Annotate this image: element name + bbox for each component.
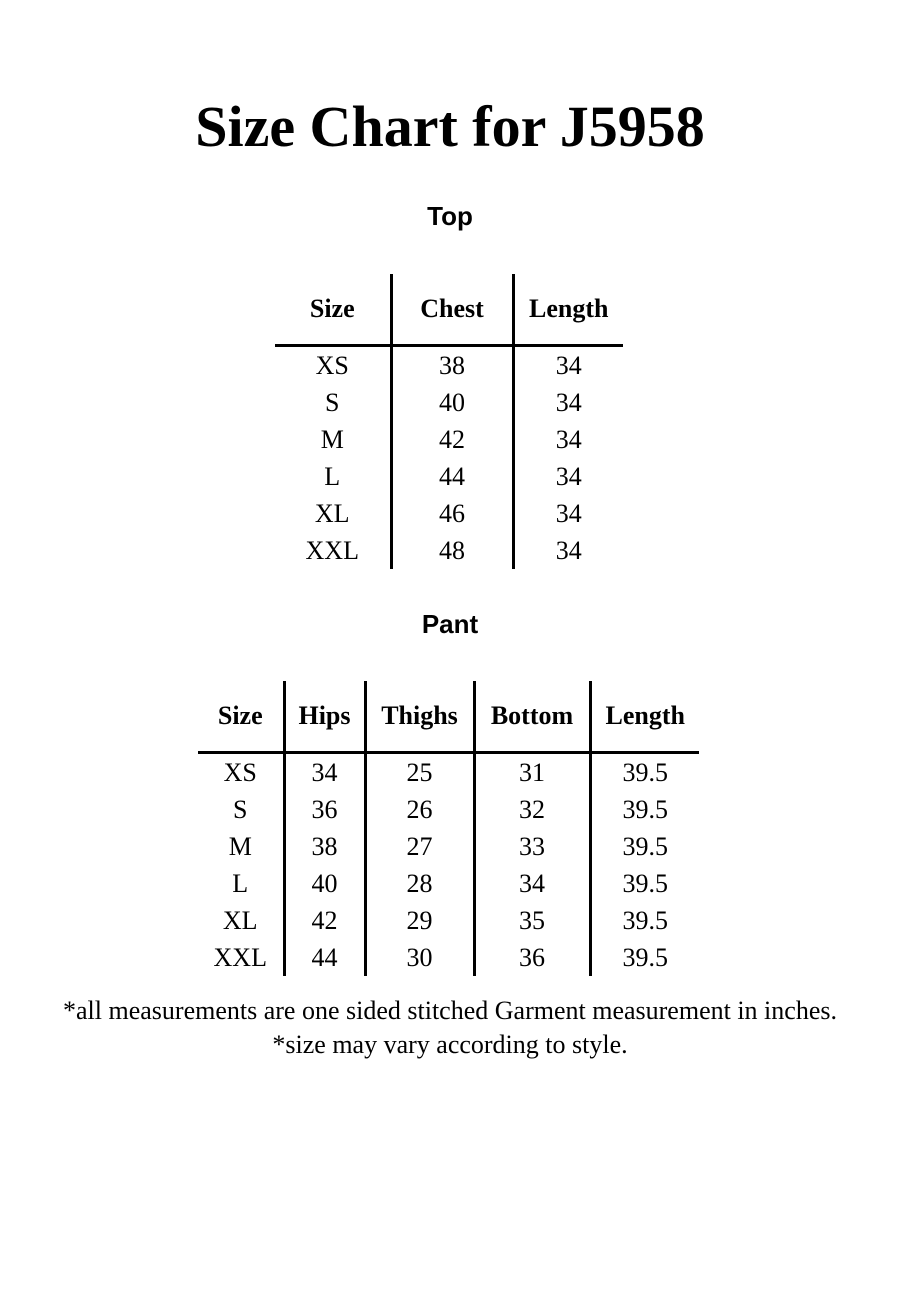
pant-header-size: Size <box>198 681 284 753</box>
top-cell-chest: 42 <box>391 421 513 458</box>
top-cell-size: M <box>320 425 344 454</box>
pant-cell-hips: 40 <box>284 865 365 902</box>
top-cell-size: XL <box>314 499 350 528</box>
top-size-table <box>275 274 623 569</box>
top-cell-chest: 38 <box>391 346 513 385</box>
top-cell-chest: 44 <box>391 458 513 495</box>
top-header-size: Size <box>275 274 391 346</box>
table-row <box>198 902 699 939</box>
top-cell-length: 34 <box>513 495 623 532</box>
table-row <box>198 828 699 865</box>
pant-cell-hips: 42 <box>284 902 365 939</box>
pant-header-bottom: Bottom <box>474 681 590 753</box>
measurement-note: *all measurements are one sided stitched Garment measurement in inches. <box>63 996 837 1025</box>
pant-cell-thighs: 25 <box>365 753 474 792</box>
pant-cell-bottom: 36 <box>474 939 590 976</box>
pant-cell-hips: 36 <box>284 791 365 828</box>
top-cell-length: 34 <box>513 532 623 569</box>
pant-cell-size: XS <box>223 758 257 787</box>
pant-cell-bottom: 31 <box>474 753 590 792</box>
table-row <box>198 753 699 792</box>
top-cell-length: 34 <box>513 421 623 458</box>
pant-cell-size: M <box>228 832 252 861</box>
pant-header-thighs: Thighs <box>365 681 474 753</box>
pant-cell-length: 39.5 <box>590 753 699 792</box>
pant-section-title: Pant <box>421 609 479 639</box>
pant-cell-length: 39.5 <box>590 865 699 902</box>
pant-header-hips: Hips <box>284 681 365 753</box>
top-cell-size: S <box>325 388 340 417</box>
pant-cell-length: 39.5 <box>590 791 699 828</box>
pant-cell-bottom: 32 <box>474 791 590 828</box>
pant-cell-size: S <box>233 795 248 824</box>
table-row <box>275 384 623 421</box>
table-row <box>198 791 699 828</box>
table-row <box>275 421 623 458</box>
pant-cell-bottom: 34 <box>474 865 590 902</box>
table-row <box>198 939 699 976</box>
top-cell-chest: 48 <box>391 532 513 569</box>
pant-cell-size: L <box>232 869 249 898</box>
top-header-row <box>275 274 623 346</box>
top-cell-chest: 40 <box>391 384 513 421</box>
pant-header-length: Length <box>590 681 699 753</box>
pant-cell-thighs: 30 <box>365 939 474 976</box>
top-cell-size: XS <box>315 351 349 380</box>
table-row <box>198 865 699 902</box>
pant-cell-size: XL <box>222 906 258 935</box>
pant-cell-thighs: 27 <box>365 828 474 865</box>
pant-cell-size: XXL <box>213 943 267 972</box>
pant-cell-length: 39.5 <box>590 939 699 976</box>
pant-cell-bottom: 33 <box>474 828 590 865</box>
pant-cell-length: 39.5 <box>590 828 699 865</box>
pant-header-row <box>198 681 699 753</box>
pant-cell-hips: 44 <box>284 939 365 976</box>
size-variation-note: *size may vary according to style. <box>272 1030 628 1059</box>
page-title: Size Chart for J5958 <box>195 94 705 159</box>
table-row <box>275 458 623 495</box>
pant-cell-thighs: 29 <box>365 902 474 939</box>
top-section-title: Top <box>427 201 473 231</box>
table-row <box>275 532 623 569</box>
pant-size-table <box>198 681 699 976</box>
top-header-chest: Chest <box>391 274 513 346</box>
pant-cell-hips: 38 <box>284 828 365 865</box>
table-row <box>275 346 623 385</box>
top-cell-chest: 46 <box>391 495 513 532</box>
pant-cell-thighs: 28 <box>365 865 474 902</box>
top-cell-length: 34 <box>513 384 623 421</box>
top-cell-length: 34 <box>513 458 623 495</box>
table-row <box>275 495 623 532</box>
pant-cell-bottom: 35 <box>474 902 590 939</box>
pant-cell-thighs: 26 <box>365 791 474 828</box>
top-cell-length: 34 <box>513 346 623 385</box>
top-cell-size: L <box>324 462 341 491</box>
pant-cell-hips: 34 <box>284 753 365 792</box>
top-cell-size: XXL <box>305 536 359 565</box>
top-header-length: Length <box>513 274 623 346</box>
pant-cell-length: 39.5 <box>590 902 699 939</box>
